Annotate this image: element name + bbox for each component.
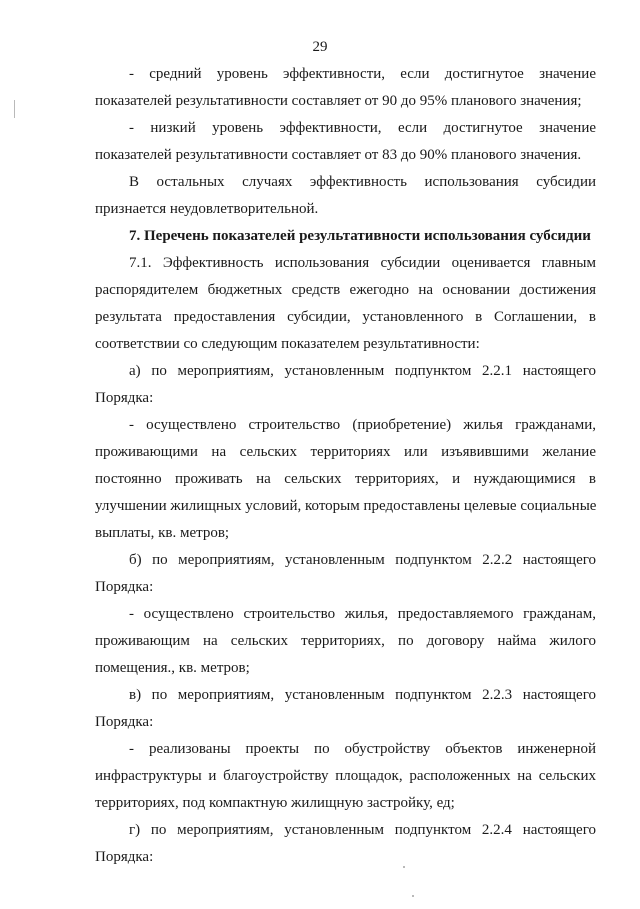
text-line: результата предоставления субсидии, установленного в Соглашении, в: [95, 309, 596, 325]
paragraph-item-v: [95, 682, 596, 736]
scan-mark: [412, 895, 414, 897]
text-line: Порядка:: [95, 579, 154, 595]
text-line: - осуществлено строительство (приобретение) жилья гражданами,: [129, 417, 596, 433]
paragraph-efficiency-other: [95, 169, 596, 223]
paragraph-item-v-indicator: [95, 736, 596, 817]
text-line: Порядка:: [95, 714, 154, 730]
text-line: - средний уровень эффективности, если достигнутое значение: [129, 66, 596, 82]
page-number: 29: [312, 39, 328, 55]
text-line: в) по мероприятиям, установленным подпунктом 2.2.3 настоящего: [129, 687, 596, 703]
paragraph-item-b: [95, 547, 596, 601]
scan-mark: [403, 866, 405, 868]
text-line: помещения., кв. метров;: [95, 660, 250, 676]
text-line: 7.1. Эффективность использования субсидии оценивается главным: [129, 255, 596, 271]
text-line: г) по мероприятиям, установленным подпунктом 2.2.4 настоящего: [129, 822, 596, 838]
text-line: б) по мероприятиям, установленным подпунктом 2.2.2 настоящего: [129, 552, 596, 568]
text-line: Порядка:: [95, 390, 154, 406]
scan-mark: [14, 100, 15, 118]
text-line: постоянно проживать на сельских территориях, и нуждающимися в: [95, 471, 596, 487]
text-line: инфраструктуры и благоустройству площадок, расположенных на сельских: [95, 768, 596, 784]
text-line: выплаты, кв. метров;: [95, 525, 230, 541]
text-line: В остальных случаях эффективность использования субсидии: [129, 174, 596, 190]
text-line: показателей результативности составляет от 83 до 90% планового значения.: [95, 147, 582, 163]
paragraph-item-a: [95, 358, 596, 412]
paragraph-item-a-indicator: [95, 412, 596, 547]
text-line: территориях, под компактную жилищную застройку, ед;: [95, 795, 455, 811]
text-line: Порядка:: [95, 849, 154, 865]
text-line: проживающим на сельских территориях, по договору найма жилого: [95, 633, 596, 649]
section-heading: 7. Перечень показателей результативности использования субсидии: [129, 228, 591, 244]
text-line: а) по мероприятиям, установленным подпунктом 2.2.1 настоящего: [129, 363, 596, 379]
paragraph-item-b-indicator: [95, 601, 596, 682]
document-body: [95, 61, 596, 871]
text-line: улучшении жилищных условий, которым предоставлены целевые социальные: [95, 498, 597, 514]
text-line: соответствии со следующим показателем результативности:: [95, 336, 480, 352]
text-line: - осуществлено строительство жилья, предоставляемого гражданам,: [129, 606, 596, 622]
text-line: - реализованы проекты по обустройству объектов инженерной: [129, 741, 596, 757]
text-line: признается неудовлетворительной.: [95, 201, 319, 217]
paragraph-clause-7-1: [95, 250, 596, 358]
text-line: распорядителем бюджетных средств ежегодно на основании достижения: [95, 282, 596, 298]
text-line: показателей результативности составляет от 90 до 95% планового значения;: [95, 93, 582, 109]
text-line: - низкий уровень эффективности, если достигнутое значение: [129, 120, 596, 136]
paragraph-item-g: [95, 817, 596, 871]
paragraph-efficiency-low: [95, 115, 596, 169]
paragraph-efficiency-medium: [95, 61, 596, 115]
text-line: проживающими на сельских территориях или изъявившими желание: [95, 444, 596, 460]
